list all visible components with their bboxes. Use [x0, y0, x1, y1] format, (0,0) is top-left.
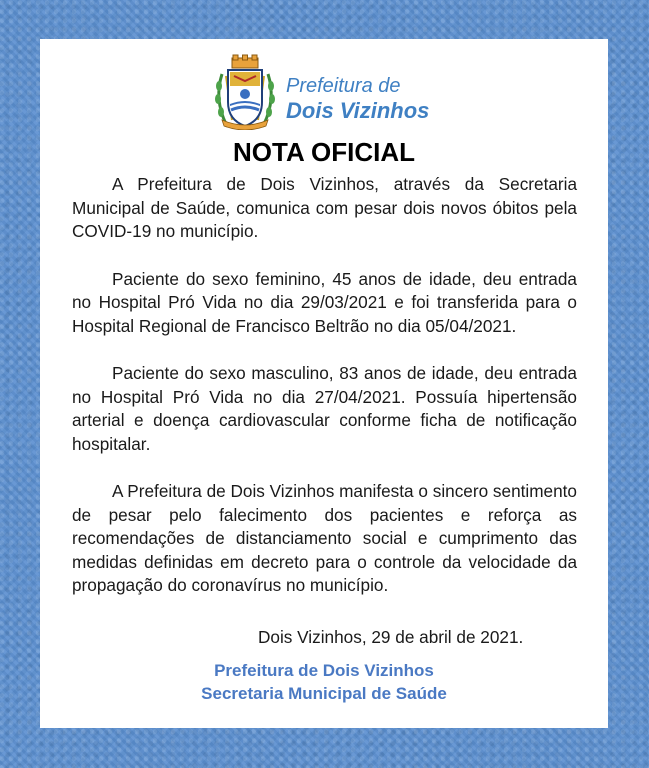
- logo-text-line1: Prefeitura de: [286, 75, 401, 97]
- note-card: [40, 39, 608, 728]
- signature-prefeitura: Prefeitura de Dois Vizinhos: [214, 661, 434, 680]
- paragraph-announcement: A Prefeitura de Dois Vizinhos, através da Secretaria Municipal de Saúde, comunica com pesar dois novos óbitos pela COVID-19 no município.: [72, 174, 577, 241]
- paragraph-male-patient: Paciente do sexo masculino, 83 anos de idade, deu entrada no Hospital Pró Vida no dia 27/04/2021. Possuía hipertensão arterial e doença cardiovascular conforme ficha de notificação hospitalar.: [72, 363, 577, 454]
- paragraph-female-patient: Paciente do sexo feminino, 45 anos de idade, deu entrada no Hospital Pró Vida no dia 29/03/2021 e foi transferida para o Hospital Regional de Francisco Beltrão no dia 05/04/2021.: [72, 268, 577, 336]
- coat-of-arms-icon: [212, 54, 278, 130]
- signature-secretaria: Secretaria Municipal de Saúde: [201, 684, 447, 703]
- page-title: NOTA OFICIAL: [233, 137, 415, 167]
- dateline: Dois Vizinhos, 29 de abril de 2021.: [258, 627, 524, 647]
- note-body: [72, 173, 577, 598]
- prefeitura-logo: [212, 54, 442, 130]
- paragraph-condolences: A Prefeitura de Dois Vizinhos manifesta o sincero sentimento de pesar pelo falecimento dos pacientes e reforça as recomendações de distanciamento social e cumprimento das medidas definidas em decreto para o controle da velocidade da propagação do coronavírus no município.: [72, 481, 577, 595]
- logo-text-line2: Dois Vizinhos: [286, 98, 430, 123]
